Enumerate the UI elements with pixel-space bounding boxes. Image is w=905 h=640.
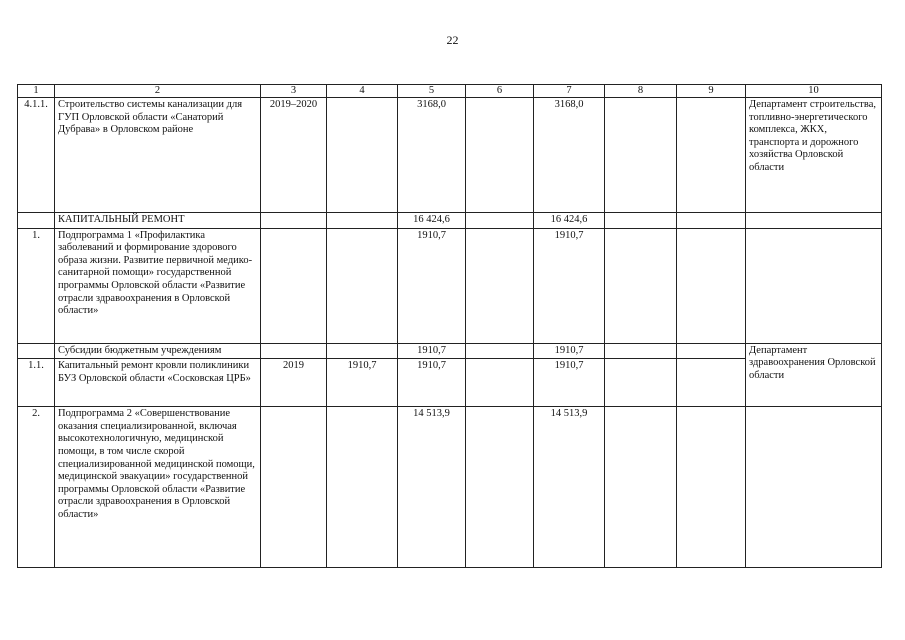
row-period	[261, 213, 327, 229]
page-number: 22	[446, 33, 459, 47]
row-col5: 16 424,6	[398, 213, 466, 229]
header-cell: 3	[261, 85, 327, 98]
row-col5: 14 513,9	[398, 407, 466, 568]
header-cell: 1	[18, 85, 55, 98]
row-period	[261, 228, 327, 343]
row-number: 4.1.1.	[18, 98, 55, 213]
header-cell: 5	[398, 85, 466, 98]
row-responsible	[746, 407, 882, 568]
row-name: Капитальный ремонт кровли поликлиники БУЗ Орловской области «Сосковская ЦРБ»	[55, 359, 261, 407]
row-col8	[605, 359, 677, 407]
row-col5: 1910,7	[398, 359, 466, 407]
row-col7: 16 424,6	[534, 213, 605, 229]
row-col4	[327, 228, 398, 343]
row-col9	[677, 228, 746, 343]
row-col7: 14 513,9	[534, 407, 605, 568]
row-col7: 1910,7	[534, 359, 605, 407]
row-col6	[466, 228, 534, 343]
row-name: Подпрограмма 2 «Совершенствование оказания специализированной, включая высокотехнологичную, медицинской помощи, в том числе скорой специализированной медицинской помощи, медицинской эвакуации» государственной программы Орловской области «Развитие отрасли здравоохранения в Орловской области»	[55, 407, 261, 568]
row-col9	[677, 213, 746, 229]
header-cell: 7	[534, 85, 605, 98]
row-col8	[605, 228, 677, 343]
row-name: КАПИТАЛЬНЫЙ РЕМОНТ	[55, 213, 261, 229]
row-col4	[327, 98, 398, 213]
table-row	[18, 407, 882, 568]
header-cell: 2	[55, 85, 261, 98]
row-col8	[605, 343, 677, 359]
row-col4	[327, 213, 398, 229]
header-cell: 4	[327, 85, 398, 98]
header-cell: 9	[677, 85, 746, 98]
table-row	[18, 228, 882, 343]
row-col8	[605, 213, 677, 229]
row-responsible	[746, 228, 882, 343]
row-number	[18, 213, 55, 229]
row-period	[261, 407, 327, 568]
program-table	[17, 84, 882, 568]
header-cell: 8	[605, 85, 677, 98]
row-col9	[677, 407, 746, 568]
row-col6	[466, 98, 534, 213]
table-row	[18, 98, 882, 213]
row-col6	[466, 407, 534, 568]
row-period: 2019	[261, 359, 327, 407]
row-name: Подпрограмма 1 «Профилактика заболеваний и формирование здорового образа жизни. Развитие первичной медико-санитарной помощи» государственной программы Орловской области «Развитие отрасли здравоохранения в Орловской области»	[55, 228, 261, 343]
row-col6	[466, 213, 534, 229]
row-col6	[466, 343, 534, 359]
header-cell: 6	[466, 85, 534, 98]
row-col8	[605, 98, 677, 213]
table-row	[18, 343, 882, 359]
row-col4	[327, 343, 398, 359]
row-col5: 1910,7	[398, 343, 466, 359]
row-responsible: Департамент здравоохранения Орловской области	[746, 343, 882, 407]
row-col4: 1910,7	[327, 359, 398, 407]
row-col9	[677, 343, 746, 359]
row-col5: 1910,7	[398, 228, 466, 343]
row-number	[18, 343, 55, 359]
row-number: 1.1.	[18, 359, 55, 407]
header-cell: 10	[746, 85, 882, 98]
row-name: Строительство системы канализации для ГУП Орловской области «Санаторий Дубрава» в Орловском районе	[55, 98, 261, 213]
row-col7: 1910,7	[534, 228, 605, 343]
row-col8	[605, 407, 677, 568]
table-row	[18, 213, 882, 229]
row-col9	[677, 359, 746, 407]
row-number: 1.	[18, 228, 55, 343]
row-responsible: Департамент строительства, топливно-энергетического комплекса, ЖКХ, транспорта и дорожного хозяйства Орловской области	[746, 98, 882, 213]
row-col5: 3168,0	[398, 98, 466, 213]
row-name: Субсидии бюджетным учреждениям	[55, 343, 261, 359]
row-col4	[327, 407, 398, 568]
row-col6	[466, 359, 534, 407]
table-header-row	[18, 85, 882, 98]
row-number: 2.	[18, 407, 55, 568]
row-col7: 3168,0	[534, 98, 605, 213]
row-period: 2019–2020	[261, 98, 327, 213]
row-period	[261, 343, 327, 359]
row-responsible	[746, 213, 882, 229]
row-col9	[677, 98, 746, 213]
row-col7: 1910,7	[534, 343, 605, 359]
